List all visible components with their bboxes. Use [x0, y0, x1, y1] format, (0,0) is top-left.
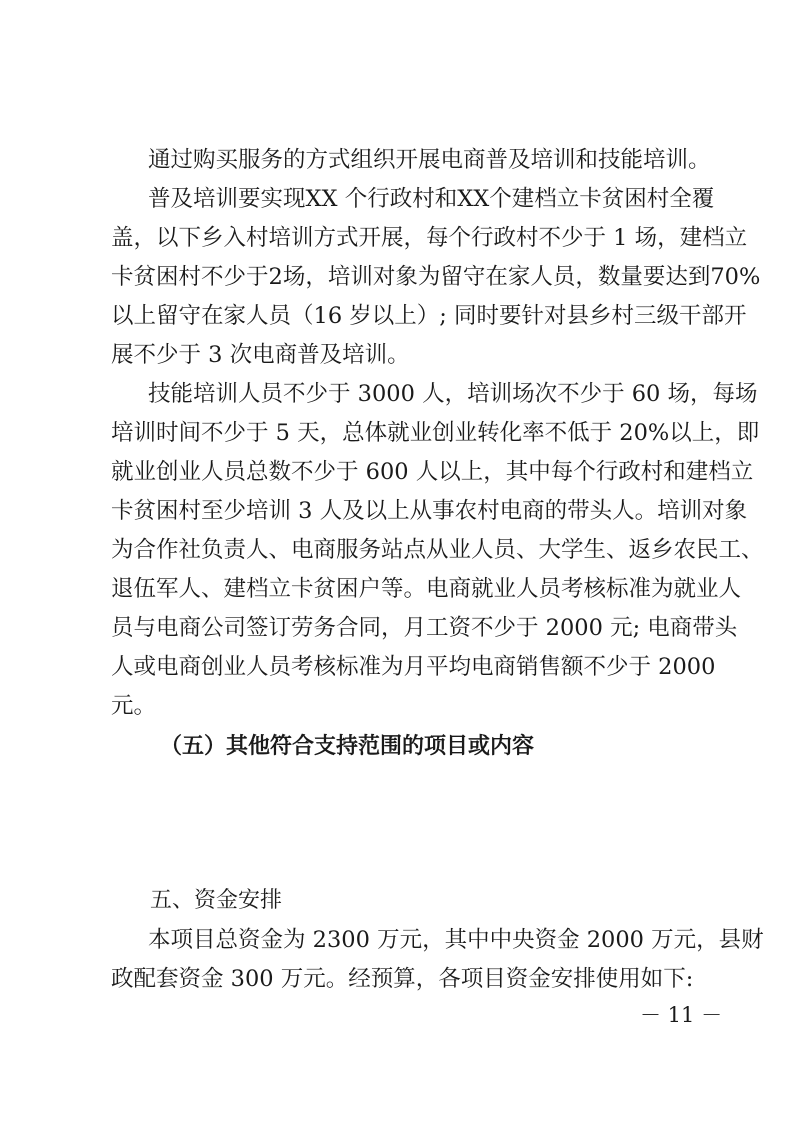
paragraph-line: 通过购买服务的方式组织开展电商普及培训和技能培训。 [148, 147, 711, 173]
paragraph-line: 盖，以下乡入村培训方式开展，每个行政村不少于 1 场，建档立 [111, 225, 748, 251]
paragraph-line: 以上留守在家人员（16 岁以上）; 同时要针对县乡村三级干部开 [111, 303, 747, 329]
paragraph-line: 培训时间不少于 5 天，总体就业创业转化率不低于 20%以上，即 [111, 420, 760, 446]
paragraph-line: 人或电商创业人员考核标准为月平均电商销售额不少于 2000 [111, 654, 716, 680]
section-heading: 五、资金安排 [150, 888, 283, 913]
paragraph-line: 技能培训人员不少于 3000 人，培训场次不少于 60 场，每场 [148, 381, 758, 407]
paragraph-line: 普及培训要实现XX 个行政村和XX个建档立卡贫困村全覆 [148, 186, 715, 212]
paragraph-line: 退伍军人、建档立卡贫困户等。电商就业人员考核标准为就业人 [111, 576, 742, 602]
paragraph-line: 卡贫困村至少培训 3 人及以上从事农村电商的带头人。培训对象 [111, 498, 748, 524]
paragraph-line: 元。 [111, 693, 157, 719]
paragraph-line: 员与电商公司签订劳务合同，月工资不少于 2000 元; 电商带头 [111, 615, 738, 641]
paragraph-line: 卡贫困村不少于2场，培训对象为留守在家人员，数量要达到70% [111, 264, 761, 290]
paragraph-line: 本项目总资金为 2300 万元，其中中央资金 2000 万元，县财 [148, 927, 764, 953]
paragraph-line: 展不少于 3 次电商普及培训。 [111, 342, 410, 368]
paragraph-line: 政配套资金 300 万元。经预算，各项目资金安排使用如下: [111, 966, 694, 992]
paragraph-line: 为合作社负责人、电商服务站点从业人员、大学生、返乡农民工、 [111, 537, 764, 563]
page-number: － 11 － [640, 1003, 723, 1027]
paragraph-line: 就业创业人员总数不少于 600 人以上，其中每个行政村和建档立 [111, 459, 754, 485]
subheading: （五）其他符合支持范围的项目或内容 [160, 734, 535, 759]
